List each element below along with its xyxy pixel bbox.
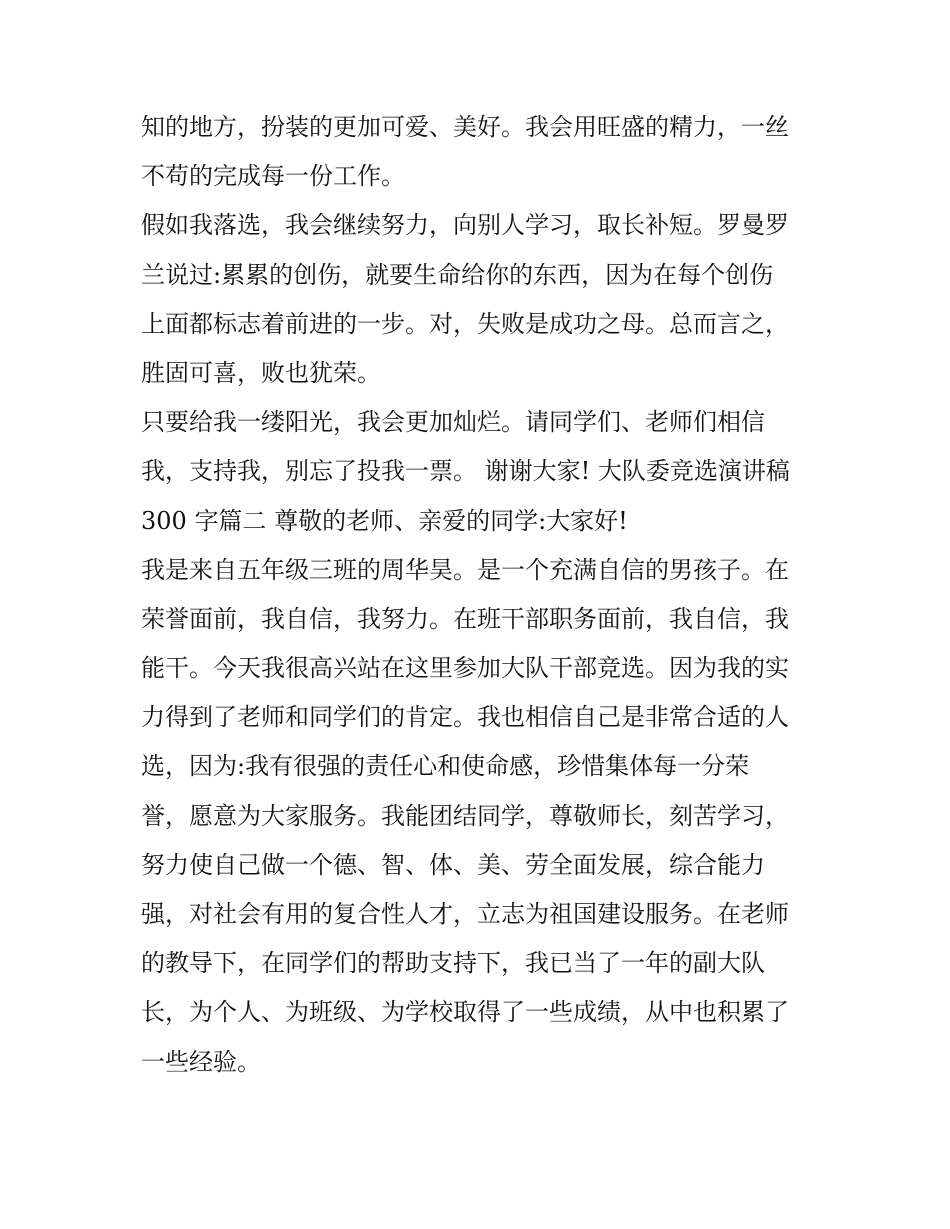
text-line-7: 只要给我一缕阳光，我会更加灿烂。请同学们、老师们相信 bbox=[141, 408, 765, 437]
text-line-15: 誉，愿意为大家服务。我能团结同学，尊敬师长，刻苦学习， bbox=[141, 801, 789, 830]
text-line-6: 胜固可喜，败也犹荣。 bbox=[141, 358, 381, 387]
text-line-5: 上面都标志着前进的一步。对，失败是成功之母。总而言之， bbox=[141, 309, 789, 338]
text-line-11: 荣誉面前，我自信，我努力。在班干部职务面前，我自信，我 bbox=[141, 604, 789, 633]
text-line-12: 能干。今天我很高兴站在这里参加大队干部竞选。因为我的实 bbox=[141, 654, 789, 683]
text-line-17: 强，对社会有用的复合性人才，立志为祖国建设服务。在老师 bbox=[141, 900, 789, 928]
text-line-9: 300 字篇二 尊敬的老师、亲爱的同学:大家好! bbox=[141, 506, 628, 535]
text-line-4: 兰说过:累累的创伤，就要生命给你的东西，因为在每个创伤 bbox=[141, 260, 774, 289]
text-line-8: 我，支持我，别忘了投我一票。 谢谢大家! 大队委竞选演讲稿 bbox=[141, 457, 790, 486]
text-line-3: 假如我落选，我会继续努力，向别人学习，取长补短。罗曼罗 bbox=[141, 211, 789, 240]
text-line-18: 的教导下，在同学们的帮助支持下，我已当了一年的副大队 bbox=[141, 949, 765, 978]
text-line-20: 一些经验。 bbox=[141, 1047, 261, 1076]
text-line-19: 长，为个人、为班级、为学校取得了一些成绩，从中也积累了 bbox=[141, 998, 789, 1027]
text-line-1: 知的地方，扮装的更加可爱、美好。我会用旺盛的精力，一丝 bbox=[141, 113, 789, 141]
text-line-14: 选，因为:我有很强的责任心和使命感，珍惜集体每一分荣 bbox=[141, 752, 750, 781]
text-line-2: 不苟的完成每一份工作。 bbox=[141, 162, 405, 191]
text-line-16: 努力使自己做一个德、智、体、美、劳全面发展，综合能力 bbox=[141, 850, 765, 879]
body-text bbox=[141, 103, 821, 1087]
text-line-10: 我是来自五年级三班的周华昊。是一个充满自信的男孩子。在 bbox=[141, 555, 789, 584]
text-line-13: 力得到了老师和同学们的肯定。我也相信自己是非常合适的人 bbox=[141, 703, 789, 732]
